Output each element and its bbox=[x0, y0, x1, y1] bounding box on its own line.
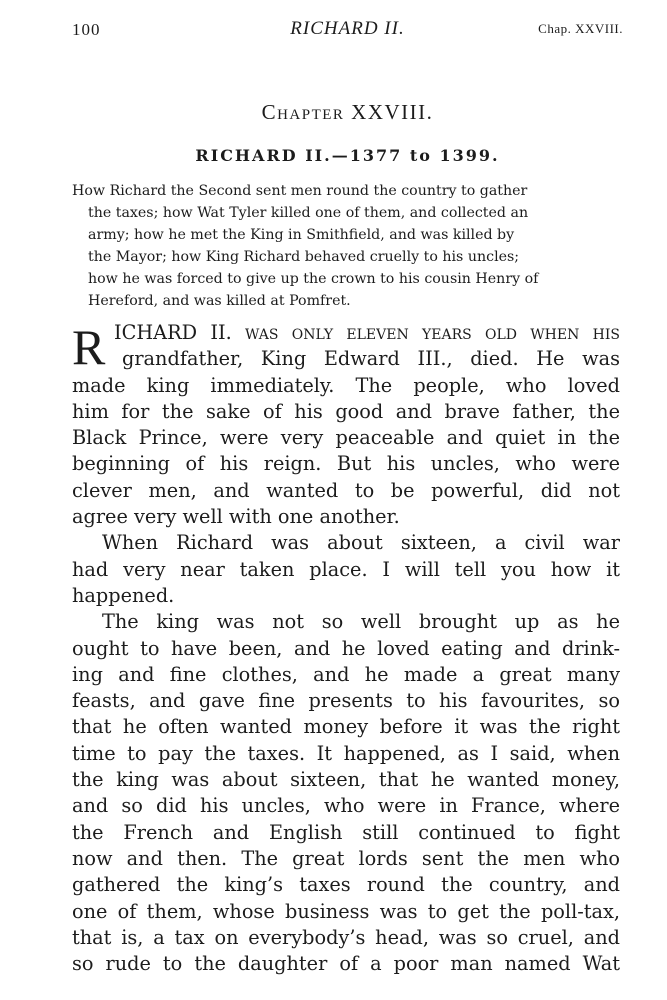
text-line: Black Prince, were very peaceable and quiet in the bbox=[72, 426, 620, 450]
text-line: agree very well with one another. bbox=[72, 505, 400, 529]
running-title: RICHARD II. bbox=[290, 18, 405, 39]
chapter-subheading: RICHARD II.—1377 to 1399. bbox=[195, 146, 500, 165]
text-line: ing and fine clothes, and he made a great many bbox=[72, 662, 620, 686]
text-line: now and then. The great lords sent the men who bbox=[72, 846, 620, 870]
text-line: feasts, and gave fine presents to his favourites, so bbox=[72, 689, 620, 713]
text-line: time to pay the taxes. It happened, as I said, when bbox=[72, 741, 620, 765]
paragraph-1 bbox=[72, 320, 620, 530]
text-line: made king immediately. The people, who loved bbox=[72, 373, 620, 397]
synopsis-line: the Mayor; how King Richard behaved cruelly to his uncles; bbox=[88, 249, 520, 265]
synopsis-line: army; how he met the King in Smithfield, and was killed by bbox=[88, 227, 515, 243]
body-text bbox=[72, 320, 620, 977]
paragraph-3 bbox=[72, 609, 620, 977]
text-line: had very near taken place. I will tell you how it bbox=[72, 557, 620, 581]
text-line: the French and English still continued to fight bbox=[72, 820, 620, 844]
page-number: 100 bbox=[72, 20, 101, 39]
text-line: When Richard was about sixteen, a civil war bbox=[102, 531, 620, 555]
running-header bbox=[72, 16, 623, 46]
text-line: ICHARD II. was only eleven years old when his bbox=[114, 321, 620, 344]
text-line: so rude to the daughter of a poor man named Wat bbox=[72, 952, 620, 976]
text-line: that he often wanted money before it was the right bbox=[72, 715, 620, 739]
text-line: gathered the king’s taxes round the country, and bbox=[72, 873, 620, 897]
text-line: happened. bbox=[72, 583, 175, 607]
drop-cap: R bbox=[72, 319, 106, 375]
text-line: and so did his uncles, who were in France, where bbox=[72, 794, 620, 818]
running-chapter: Chap. XXVIII. bbox=[538, 21, 623, 36]
synopsis-line: Hereford, and was killed at Pomfret. bbox=[88, 293, 351, 309]
paragraph-2 bbox=[72, 530, 620, 609]
text-line: the king was about sixteen, that he wanted money, bbox=[72, 768, 620, 792]
text-line: ought to have been, and he loved eating and drink- bbox=[72, 636, 620, 660]
text-line: The king was not so well brought up as he bbox=[102, 610, 620, 634]
text-line: beginning of his reign. But his uncles, who were bbox=[72, 452, 620, 476]
synopsis-line: the taxes; how Wat Tyler killed one of them, and collected an bbox=[88, 205, 529, 221]
chapter-synopsis bbox=[72, 180, 620, 312]
text-line: him for the sake of his good and brave father, the bbox=[72, 399, 620, 423]
chapter-heading: Chapter XXVIII. bbox=[261, 100, 434, 124]
text-line: clever men, and wanted to be powerful, did not bbox=[72, 478, 620, 502]
text-line: grandfather, King Edward III., died. He was bbox=[122, 347, 620, 371]
text-line: that is, a tax on everybody’s head, was so cruel, and bbox=[72, 925, 620, 949]
text-line: one of them, whose business was to get the poll-tax, bbox=[72, 899, 620, 923]
synopsis-line: How Richard the Second sent men round the country to gather bbox=[72, 183, 528, 199]
synopsis-line: how he was forced to give up the crown to his cousin Henry of bbox=[88, 271, 539, 287]
